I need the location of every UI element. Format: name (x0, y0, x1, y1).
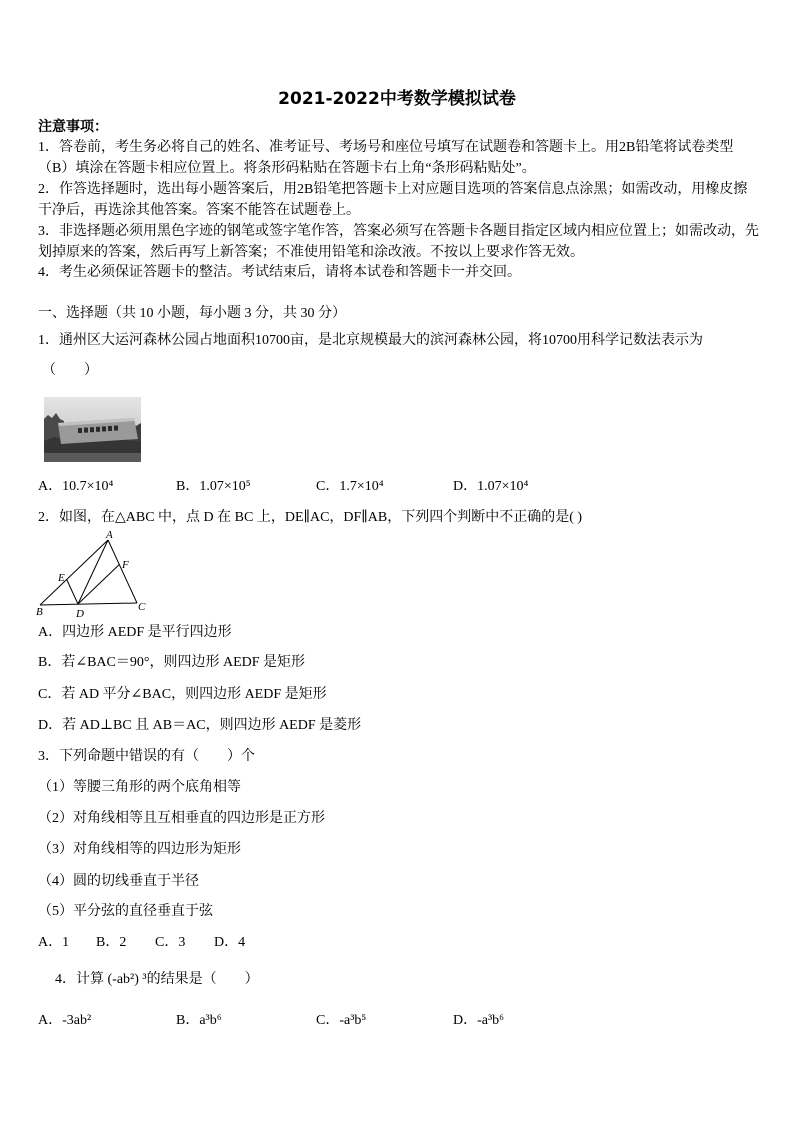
label-c: C (138, 601, 146, 613)
question-4-stem: 4．计算 (-ab²) ³的结果是（ ） (55, 972, 259, 987)
question-3-option-c: C．3 (155, 935, 186, 950)
notice-line: 4．考生必须保证答题卡的整洁。考试结束后，请将本试卷和答题卡一并交回。 (38, 265, 521, 280)
question-3-statement: （4）圆的切线垂直于半径 (38, 874, 199, 889)
question-4-option-b: B．a³b⁶ (176, 1013, 222, 1028)
question-3-statement: （1）等腰三角形的两个底角相等 (38, 780, 241, 795)
notice-line: （B）填涂在答题卡相应位置上。将条形码粘贴在答题卡右上角“条形码粘贴处”。 (38, 161, 536, 176)
segment-bc (40, 603, 137, 605)
label-e: E (58, 572, 65, 584)
question-1-option-c: C．1.7×10⁴ (316, 479, 384, 494)
question-2-option-b: B．若∠BAC＝90°，则四边形 AEDF 是矩形 (38, 655, 306, 670)
question-1-answer-blank: （ ） (42, 363, 98, 378)
notice-line: 1．答卷前，考生务必将自己的姓名、准考证号、考场号和座位号填写在试题卷和答题卡上。用2B铅笔将试卷类型 (38, 140, 734, 155)
label-b: B (36, 606, 43, 618)
label-d: D (76, 608, 84, 620)
question-4-option-a: A．-3ab² (38, 1013, 92, 1028)
question-3-statement: （2）对角线相等且互相垂直的四边形是正方形 (38, 811, 325, 826)
question-1-option-a: A．10.7×10⁴ (38, 479, 114, 494)
question-1-stem: 1．通州区大运河森林公园占地面积10700亩，是北京规模最大的滨河森林公园，将10700用科学记数法表示为 (38, 333, 703, 348)
question-3-option-b: B．2 (96, 935, 127, 950)
question-2-option-d: D．若 AD⊥BC 且 AB＝AC，则四边形 AEDF 是菱形 (38, 718, 362, 733)
label-f: F (122, 559, 129, 571)
triangle-figure (30, 528, 150, 623)
question-3-statement: （5）平分弦的直径垂直于弦 (38, 904, 213, 919)
question-3-option-d: D．4 (214, 935, 246, 950)
segment-de (67, 580, 78, 605)
exam-title: 2021-2022中考数学模拟试卷 (278, 89, 516, 109)
notice-heading: 注意事项： (38, 120, 108, 135)
question-2-option-c: C．若 AD 平分∠BAC，则四边形 AEDF 是矩形 (38, 687, 327, 702)
question-2-option-a: A．四边形 AEDF 是平行四边形 (38, 625, 232, 640)
notice-line: 2．作答选择题时，选出每小题答案后，用2B铅笔把答题卡上对应题目选项的答案信息点涂黑；如需改动，用橡皮擦 (38, 182, 748, 197)
question-3-option-a: A．1 (38, 935, 70, 950)
question-3-statement: （3）对角线相等的四边形为矩形 (38, 842, 241, 857)
question-1-option-b: B．1.07×10⁵ (176, 479, 251, 494)
segment-ad (78, 540, 108, 604)
notice-line: 3．非选择题必须用黑色字迹的钢笔或签字笔作答，答案必须写在答题卡各题目指定区域内相应位置上；如需改动，先 (38, 224, 759, 239)
question-4-option-d: D．-a³b⁶ (453, 1013, 505, 1028)
question-1-option-d: D．1.07×10⁴ (453, 479, 529, 494)
label-a: A (106, 529, 113, 541)
segment-df (78, 565, 119, 605)
question-4-option-c: C．-a³b⁵ (316, 1013, 367, 1028)
notice-line: 干净后，再选涂其他答案。答案不能答在试题卷上。 (38, 203, 360, 218)
photo-canal-park-sign (44, 397, 141, 462)
question-2-stem: 2．如图，在△ABC 中，点 D 在 BC 上，DE∥AC，DF∥AB，下列四个判断中不正确的是( ) (38, 510, 583, 525)
question-3-stem: 3．下列命题中错误的有（ ）个 (38, 749, 255, 764)
section-heading: 一、选择题（共 10 小题，每小题 3 分，共 30 分） (38, 306, 346, 321)
notice-line: 划掉原来的答案，然后再写上新答案；不准使用铅笔和涂改液。不按以上要求作答无效。 (38, 245, 584, 260)
